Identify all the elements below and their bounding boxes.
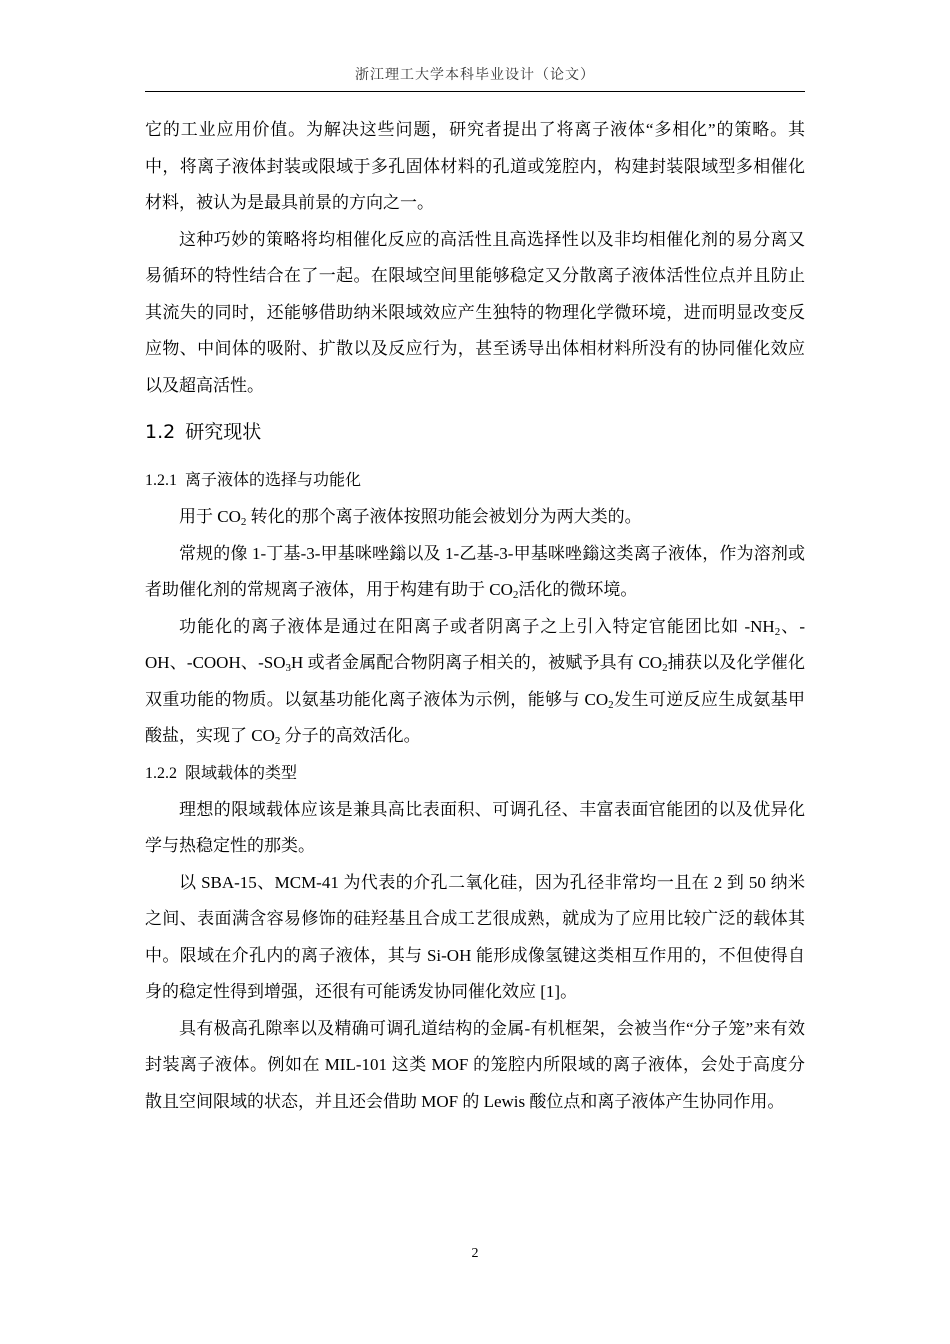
subscript: 2 bbox=[240, 516, 247, 528]
text-run: H 或者金属配合物阴离子相关的，被赋予具有 CO bbox=[290, 653, 663, 672]
running-header: 浙江理工大学本科毕业设计（论文） bbox=[355, 67, 595, 83]
paragraph bbox=[145, 609, 805, 755]
section-heading bbox=[145, 412, 805, 452]
paragraph bbox=[145, 536, 805, 609]
paragraph: 它的工业应用价值。为解决这些问题，研究者提出了将离子液体“多相化”的策略。其中，将离子液体封装或限域于多孔固体材料的孔道或笼腔内，构建封装限域型多相催化材料，被认为是最具前景的方向之一。 bbox=[145, 120, 805, 212]
subscript: 3 bbox=[285, 662, 291, 674]
section-number: 1.2 bbox=[145, 421, 176, 443]
subsection-number: 1.2.2 bbox=[145, 764, 177, 782]
paragraph: 理想的限域载体应该是兼具高比表面积、可调孔径、丰富表面官能团的以及优异化学与热稳定性的那类。 bbox=[145, 799, 805, 855]
subsection-title: 限域载体的类型 bbox=[185, 762, 298, 782]
text-run: 活化的微环境。 bbox=[518, 580, 638, 599]
header-divider bbox=[145, 91, 805, 92]
subscript: 2 bbox=[774, 625, 781, 638]
text-run: 用于 CO bbox=[179, 507, 241, 526]
subsection-title: 离子液体的选择与功能化 bbox=[185, 470, 362, 489]
subscript: 2 bbox=[512, 589, 519, 601]
subscript: 2 bbox=[662, 662, 668, 674]
text-run: 捕获以及化学催化双重功能的物质。以氨基功能化离子液体为示例，能够与 CO bbox=[145, 653, 805, 709]
text-run: 常规的像 1-丁基-3-甲基咪唑鎓以及 1-乙基-3-甲基咪唑鎓这类离子液体，作为溶剂或者助催化剂的常规离子液体，用于构建有助于 CO bbox=[145, 543, 805, 599]
page-number: 2 bbox=[471, 1246, 479, 1261]
text-run: 功能化的离子液体是通过在阳离子或者阴离子之上引入特定官能团比如 -NH bbox=[179, 616, 775, 636]
subsection-heading bbox=[145, 755, 805, 792]
paragraph bbox=[145, 499, 805, 536]
text-run: 、-OH、-COOH、-SO bbox=[145, 616, 805, 672]
paragraph: 以 SBA-15、MCM-41 为代表的介孔二氧化硅，因为孔径非常均一且在 2 到 50 纳米之间、表面满含容易修饰的硅羟基且合成工艺很成熟，就成为了应用比较广泛的载体其中。限域在介孔内的离子液体，其与 Si-OH 能形成像氢键这类相互作用的，不但使得自身的稳定性得到增强，还很有可能诱发协同催化效应 [1]。 bbox=[145, 872, 805, 1001]
text-run: 发生可逆反应生成氨基甲酸盐，实现了 CO bbox=[145, 689, 806, 745]
body-content bbox=[145, 112, 805, 1120]
paragraph: 这种巧妙的策略将均相催化反应的高活性且高选择性以及非均相催化剂的易分离又易循环的特性结合在了一起。在限域空间里能够稳定又分散离子液体活性位点并且防止其流失的同时，还能够借助纳米限域效应产生独特的物理化学微环境，进而明显改变反应物、中间体的吸附、扩散以及反应行为，甚至诱导出体相材料所没有的协同催化效应以及超高活性。 bbox=[145, 229, 805, 395]
paragraph: 具有极高孔隙率以及精确可调孔道结构的金属-有机框架，会被当作“分子笼”来有效封装离子液体。例如在 MIL-101 这类 MOF 的笼腔内所限域的离子液体，会处于高度分散且空间限域的状态，并且还会借助 MOF 的 Lewis 酸位点和离子液体产生协同作用。 bbox=[145, 1018, 805, 1111]
section-title: 研究现状 bbox=[185, 421, 262, 443]
text-run: 分子的高效活化。 bbox=[280, 726, 421, 745]
text-run: 转化的那个离子液体按照功能会被划分为两大类的。 bbox=[246, 507, 642, 526]
subscript: 2 bbox=[274, 735, 281, 747]
subsection-heading bbox=[145, 462, 805, 499]
subsection-number: 1.2.1 bbox=[145, 472, 177, 489]
subscript: 2 bbox=[608, 698, 614, 711]
